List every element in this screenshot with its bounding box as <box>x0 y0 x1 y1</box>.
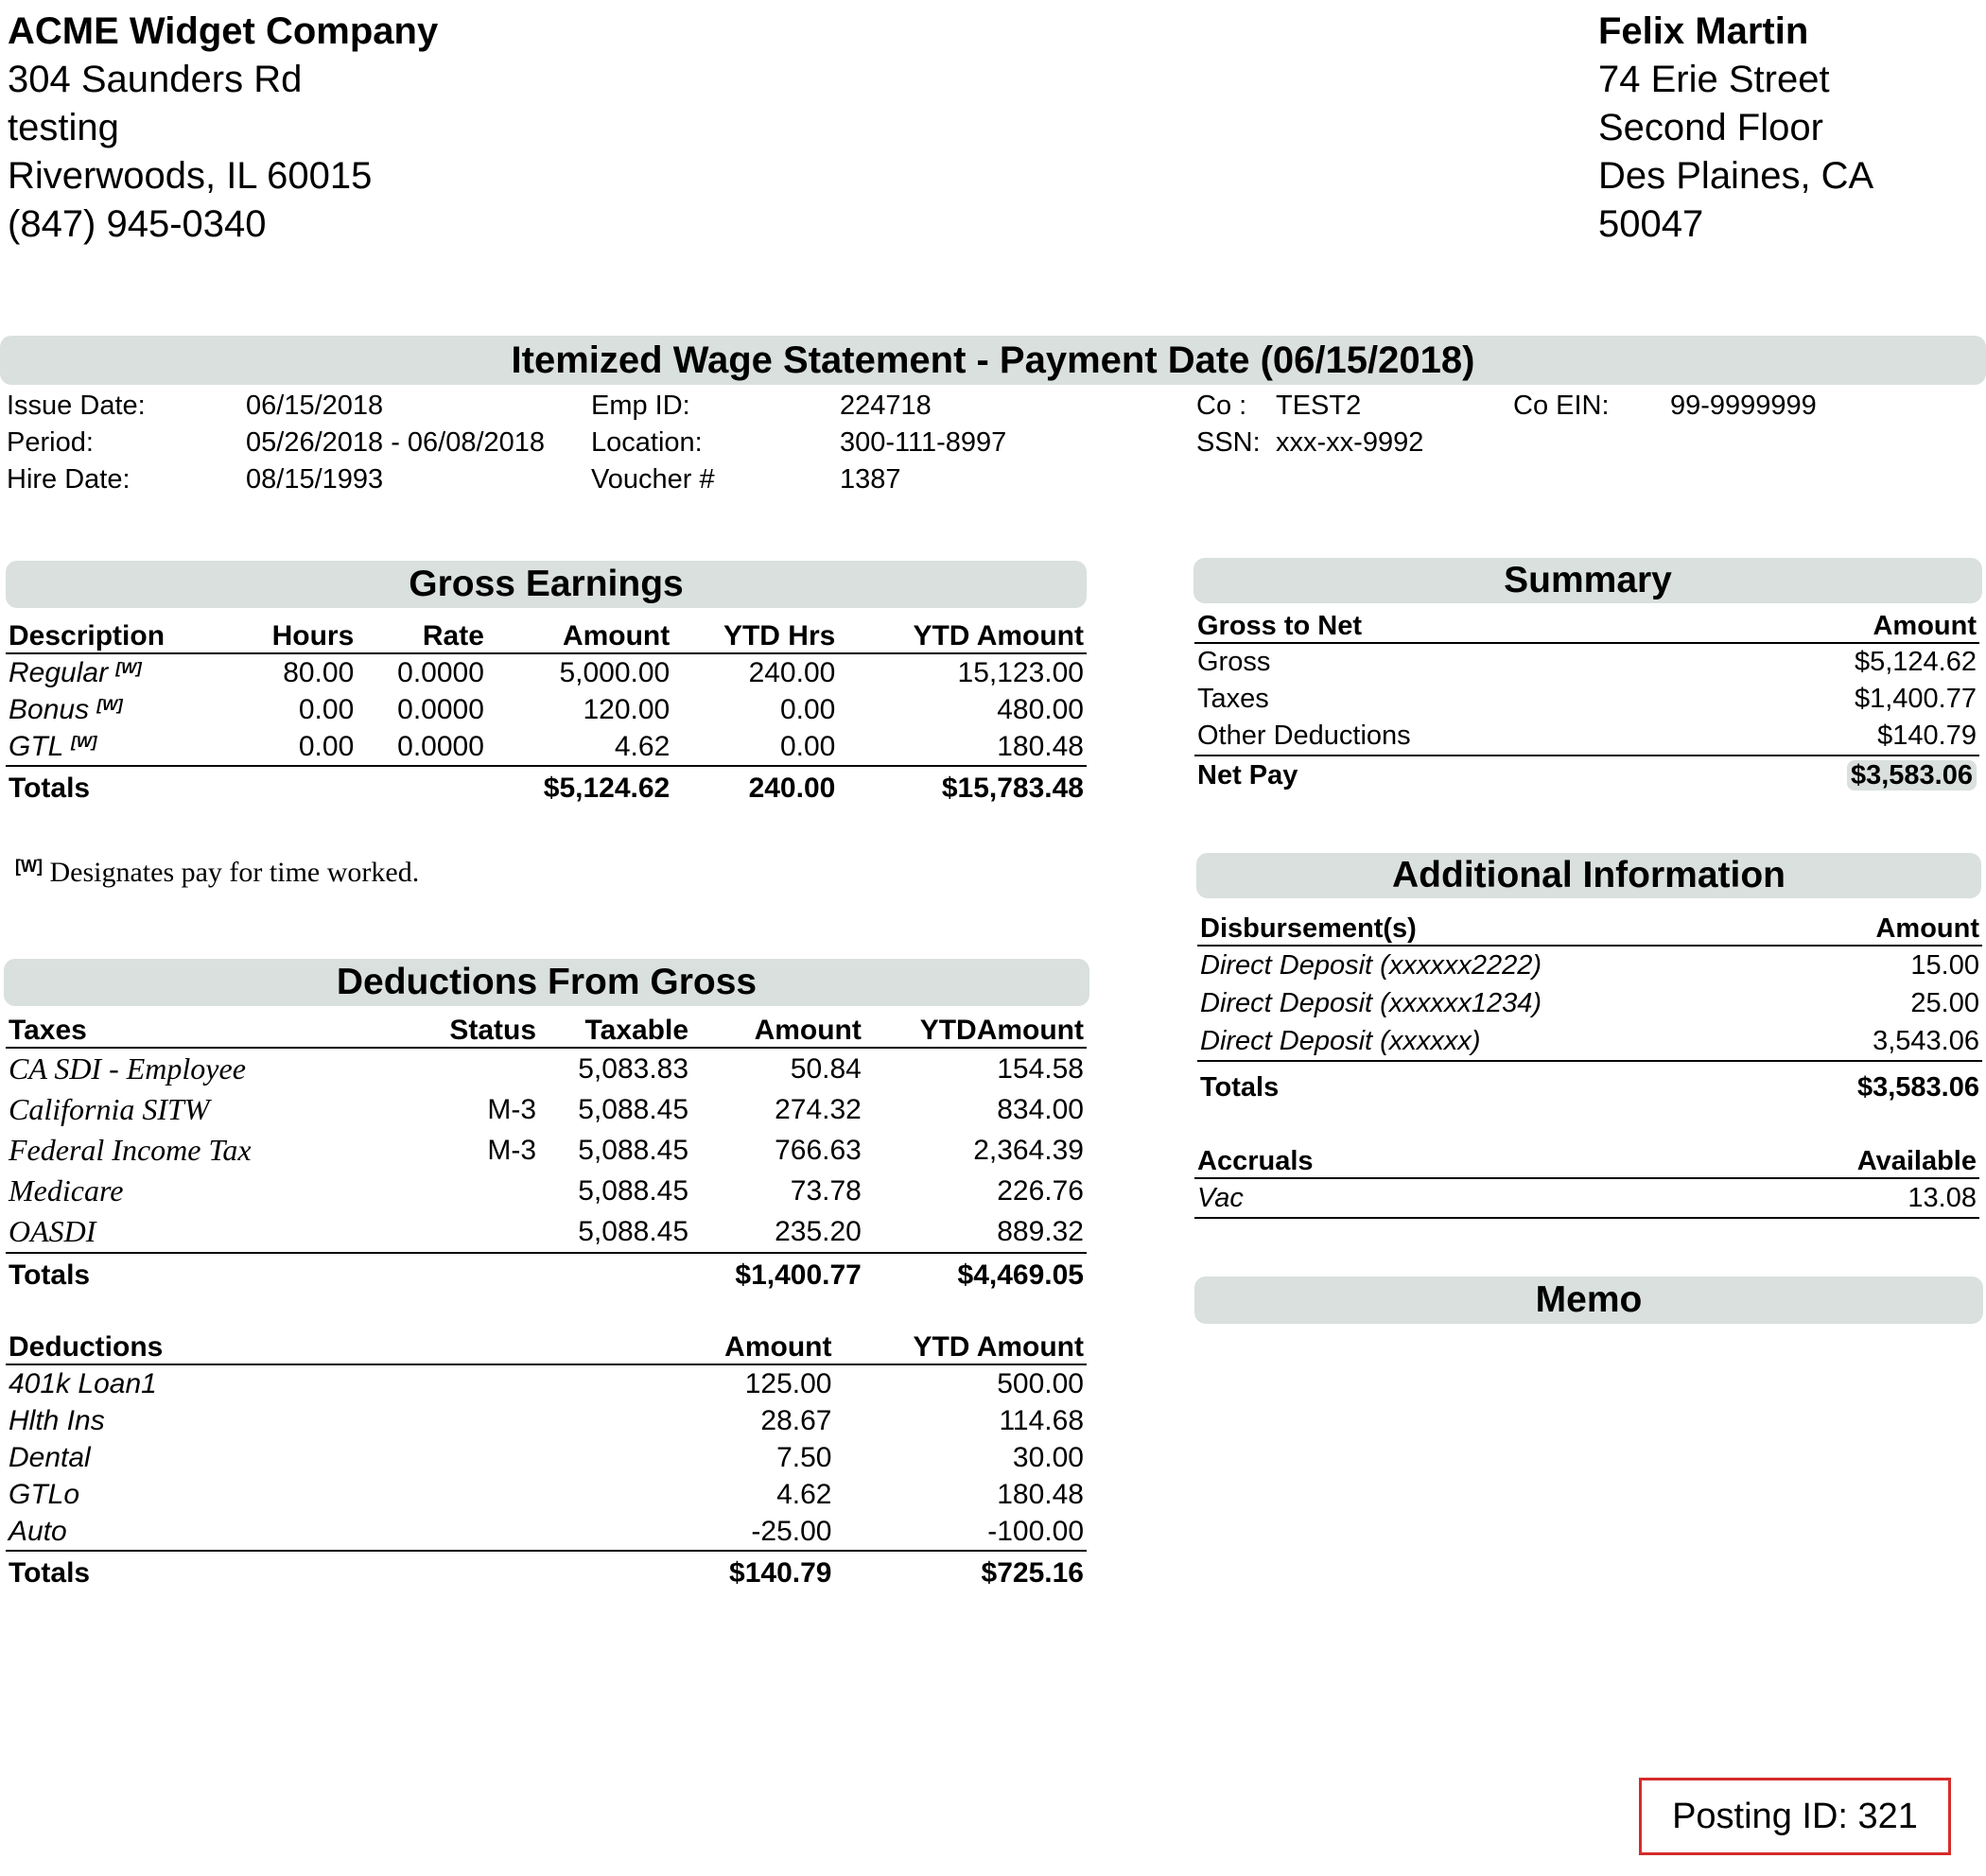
period-value: 05/26/2018 - 06/08/2018 <box>246 427 546 458</box>
earning-ytd-hrs: 0.00 <box>779 730 836 762</box>
col-header-amount: Amount <box>1680 604 1979 643</box>
tax-taxable: 5,088.45 <box>578 1174 689 1207</box>
totals-ytd-amount: $725.16 <box>834 1551 1087 1595</box>
issue-date-label: Issue Date: <box>7 391 146 421</box>
employee-address <box>1598 8 1986 249</box>
table-row <box>6 1171 1087 1211</box>
deductions-title: Deductions From Gross <box>4 959 1089 1006</box>
earning-ytd-amount: 15,123.00 <box>957 656 1084 688</box>
earning-ytd-amount: 180.48 <box>997 730 1084 762</box>
tax-description: Federal Income Tax <box>9 1133 252 1167</box>
totals-label: Totals <box>6 766 234 810</box>
table-row <box>6 691 1087 728</box>
table-header-row <box>1194 604 1979 643</box>
tax-taxable: 5,083.83 <box>578 1052 689 1085</box>
gross-earnings-table <box>6 610 1087 810</box>
col-header-rate: Rate <box>357 610 487 653</box>
table-header-row <box>1197 905 1982 946</box>
employee-city-state-zip: Des Plaines, CA 50047 <box>1598 155 1873 245</box>
col-header-gross-to-net: Gross to Net <box>1194 604 1680 643</box>
earning-rate: 0.0000 <box>397 693 484 725</box>
empty-cell <box>539 1253 691 1297</box>
net-pay-row <box>1194 756 1979 794</box>
tax-ytd-amount: 834.00 <box>997 1093 1084 1125</box>
table-row <box>6 1130 1087 1171</box>
tax-description: CA SDI - Employee <box>9 1051 246 1086</box>
deduction-description: 401k Loan1 <box>9 1367 157 1399</box>
info-values-col2 <box>840 388 1006 498</box>
tax-description: Medicare <box>9 1173 124 1207</box>
col-header-hours: Hours <box>234 610 357 653</box>
totals-row <box>6 1253 1087 1297</box>
info-labels-col1 <box>7 388 146 498</box>
disbursement-label: Direct Deposit (xxxxxx2222) <box>1200 949 1542 981</box>
summary-label: Gross <box>1197 647 1271 677</box>
deduction-amount: 28.67 <box>760 1404 832 1436</box>
net-pay-cell <box>1680 756 1979 794</box>
totals-ytd-amount: $15,783.48 <box>838 766 1087 810</box>
table-row <box>1194 643 1979 681</box>
info-labels-col2 <box>591 388 715 498</box>
tax-taxable: 5,088.45 <box>578 1134 689 1166</box>
deduction-description: Auto <box>9 1515 67 1547</box>
totals-row <box>6 766 1087 810</box>
tax-amount: 274.32 <box>775 1093 862 1125</box>
company-city-state-zip: Riverwoods, IL 60015 <box>8 155 373 197</box>
earning-description: GTL [W] <box>9 730 97 762</box>
taxes-table <box>6 1007 1087 1297</box>
deduction-description: Hlth Ins <box>9 1404 105 1436</box>
deduction-ytd-amount: 30.00 <box>1012 1441 1084 1473</box>
tax-ytd-amount: 2,364.39 <box>973 1134 1084 1166</box>
tax-status <box>418 1211 539 1253</box>
worked-marker: [W] <box>71 732 97 751</box>
earning-amount: 5,000.00 <box>559 656 671 688</box>
ssn-label: SSN: <box>1196 427 1261 458</box>
statement-title: Itemized Wage Statement - Payment Date (06/15/2018) <box>0 336 1986 385</box>
tax-description: California SITW <box>9 1092 210 1126</box>
table-row <box>6 1476 1087 1513</box>
table-row <box>1194 718 1979 756</box>
table-row <box>6 1211 1087 1253</box>
disbursement-amount: 3,543.06 <box>1873 1025 1979 1056</box>
table-row <box>1197 984 1982 1022</box>
totals-label: Totals <box>1197 1061 1771 1114</box>
table-row <box>6 728 1087 766</box>
earning-description: Bonus [W] <box>9 693 123 725</box>
tax-status <box>418 1048 539 1089</box>
summary-title: Summary <box>1193 558 1982 603</box>
tax-taxable: 5,088.45 <box>578 1093 689 1125</box>
col-header-ytd-amount: YTD Amount <box>834 1324 1087 1364</box>
table-row <box>6 1048 1087 1089</box>
issue-date-value: 06/15/2018 <box>246 391 384 421</box>
table-header-row <box>1194 1136 1979 1178</box>
summary-amount: $140.79 <box>1877 721 1977 751</box>
employee-name: Felix Martin <box>1598 10 1809 52</box>
totals-amount: $140.79 <box>673 1551 834 1595</box>
summary-table <box>1194 604 1979 794</box>
gross-earnings-title: Gross Earnings <box>6 561 1087 608</box>
deduction-ytd-amount: 500.00 <box>997 1367 1084 1399</box>
table-row <box>6 1364 1087 1402</box>
earning-rate: 0.0000 <box>397 730 484 762</box>
col-header-ytd-amount: YTD Amount <box>838 610 1087 653</box>
col-header-ytd-hrs: YTD Hrs <box>672 610 838 653</box>
info-values-col1 <box>246 388 545 498</box>
worked-footnote <box>15 857 419 889</box>
accrual-available: 13.08 <box>1581 1178 1979 1218</box>
col-header-deductions: Deductions <box>6 1324 673 1364</box>
tax-status: M-3 <box>487 1134 537 1166</box>
co-value: TEST2 <box>1276 391 1362 421</box>
col-header-amount: Amount <box>1771 905 1982 946</box>
tax-taxable: 5,088.45 <box>578 1215 689 1247</box>
co-ein-value: 99-9999999 <box>1670 391 1817 421</box>
summary-amount: $5,124.62 <box>1854 647 1977 677</box>
totals-amount: $5,124.62 <box>487 766 672 810</box>
table-row <box>6 1089 1087 1130</box>
company-address-line1: 304 Saunders Rd <box>8 59 303 100</box>
company-name: ACME Widget Company <box>8 10 439 52</box>
ssn-value: xxx-xx-9992 <box>1276 427 1424 458</box>
deduction-amount: 7.50 <box>776 1441 832 1473</box>
accruals-table <box>1194 1136 1979 1219</box>
deduction-ytd-amount: 114.68 <box>999 1404 1084 1436</box>
earning-description: Regular [W] <box>9 656 142 688</box>
disbursement-label: Direct Deposit (xxxxxx1234) <box>1200 987 1542 1018</box>
memo-title: Memo <box>1194 1277 1983 1324</box>
totals-row <box>1197 1061 1982 1114</box>
totals-label: Totals <box>6 1253 418 1297</box>
col-header-amount: Amount <box>487 610 672 653</box>
table-header-row <box>6 1324 1087 1364</box>
totals-amount: $1,400.77 <box>691 1253 864 1297</box>
totals-row <box>6 1551 1087 1595</box>
location-value: 300-111-8997 <box>840 427 1007 458</box>
summary-amount: $1,400.77 <box>1854 684 1977 714</box>
deduction-amount: -25.00 <box>751 1515 832 1547</box>
voucher-value: 1387 <box>840 464 901 495</box>
tax-ytd-amount: 154.58 <box>997 1052 1084 1085</box>
additional-info-title: Additional Information <box>1196 853 1981 898</box>
posting-id-box: Posting ID: 321 <box>1639 1778 1951 1855</box>
earning-amount: 120.00 <box>583 693 671 725</box>
earning-ytd-amount: 480.00 <box>997 693 1084 725</box>
col-header-status: Status <box>418 1007 539 1048</box>
totals-ytd-amount: $4,469.05 <box>864 1253 1087 1297</box>
totals-ytd-hrs: 240.00 <box>672 766 838 810</box>
co-ein-label: Co EIN: <box>1513 391 1610 421</box>
tax-amount: 73.78 <box>790 1174 862 1207</box>
empty-cell <box>418 1253 539 1297</box>
co-label: Co : <box>1196 391 1247 421</box>
earning-ytd-hrs: 0.00 <box>779 693 836 725</box>
hire-date-value: 08/15/1993 <box>246 464 384 495</box>
period-label: Period: <box>7 427 94 458</box>
col-header-disbursements: Disbursement(s) <box>1197 905 1771 946</box>
deduction-description: Dental <box>9 1441 91 1473</box>
earning-amount: 4.62 <box>614 730 671 762</box>
net-pay-label: Net Pay <box>1194 756 1680 794</box>
table-row <box>6 1402 1087 1439</box>
deduction-description: GTLo <box>9 1478 80 1510</box>
worked-marker: [W] <box>96 695 123 714</box>
table-row <box>1194 681 1979 718</box>
table-row <box>6 1513 1087 1551</box>
tax-status <box>418 1171 539 1211</box>
company-address <box>8 8 438 249</box>
worked-marker: [W] <box>115 658 142 677</box>
earning-hours: 0.00 <box>298 730 355 762</box>
hire-date-label: Hire Date: <box>7 464 131 495</box>
table-header-row <box>6 610 1087 653</box>
location-label: Location: <box>591 427 703 458</box>
summary-label: Other Deductions <box>1197 721 1411 751</box>
table-header-row <box>6 1007 1087 1048</box>
disbursement-amount: 25.00 <box>1910 987 1979 1018</box>
employee-address-line2: Second Floor <box>1598 107 1823 148</box>
voucher-label: Voucher # <box>591 464 715 495</box>
disbursement-amount: 15.00 <box>1910 949 1979 981</box>
earning-hours: 80.00 <box>283 656 355 688</box>
tax-amount: 235.20 <box>775 1215 862 1247</box>
col-header-available: Available <box>1581 1136 1979 1178</box>
deduction-amount: 125.00 <box>744 1367 832 1399</box>
col-header-taxable: Taxable <box>539 1007 691 1048</box>
footnote-marker: [W] <box>15 857 43 876</box>
disbursements-table <box>1197 905 1982 1114</box>
emp-id-label: Emp ID: <box>591 391 690 421</box>
earning-ytd-hrs: 240.00 <box>748 656 836 688</box>
totals-label: Totals <box>6 1551 673 1595</box>
summary-label: Taxes <box>1197 684 1269 714</box>
empty-cell <box>234 766 357 810</box>
earning-hours: 0.00 <box>298 693 355 725</box>
earning-rate: 0.0000 <box>397 656 484 688</box>
deduction-ytd-amount: -100.00 <box>987 1515 1084 1547</box>
deduction-ytd-amount: 180.48 <box>997 1478 1084 1510</box>
deductions-table <box>6 1324 1087 1595</box>
tax-ytd-amount: 226.76 <box>997 1174 1084 1207</box>
col-header-amount: Amount <box>691 1007 864 1048</box>
table-row <box>1197 946 1982 984</box>
info-values-col3 <box>1276 388 1423 461</box>
footnote-text: Designates pay for time worked. <box>49 857 420 888</box>
col-header-amount: Amount <box>673 1324 834 1364</box>
disbursement-label: Direct Deposit (xxxxxx) <box>1200 1025 1481 1056</box>
tax-ytd-amount: 889.32 <box>997 1215 1084 1247</box>
table-row <box>6 1439 1087 1476</box>
table-row <box>6 653 1087 691</box>
deduction-amount: 4.62 <box>776 1478 832 1510</box>
col-header-taxes: Taxes <box>6 1007 418 1048</box>
info-labels-col3 <box>1196 388 1261 461</box>
company-phone: (847) 945-0340 <box>8 203 267 245</box>
col-header-description: Description <box>6 610 234 653</box>
table-row <box>1197 1022 1982 1061</box>
empty-cell <box>357 766 487 810</box>
table-row <box>1194 1178 1979 1218</box>
accrual-label: Vac <box>1194 1178 1581 1218</box>
employee-address-line1: 74 Erie Street <box>1598 59 1830 100</box>
tax-amount: 50.84 <box>790 1052 862 1085</box>
company-address-line2: testing <box>8 107 119 148</box>
emp-id-value: 224718 <box>840 391 932 421</box>
col-header-ytd-amount: YTDAmount <box>864 1007 1087 1048</box>
tax-amount: 766.63 <box>775 1134 862 1166</box>
totals-amount: $3,583.06 <box>1771 1061 1982 1114</box>
col-header-accruals: Accruals <box>1194 1136 1581 1178</box>
net-pay-value: $3,583.06 <box>1847 760 1977 790</box>
tax-status: M-3 <box>487 1093 537 1125</box>
tax-description: OASDI <box>9 1214 96 1248</box>
